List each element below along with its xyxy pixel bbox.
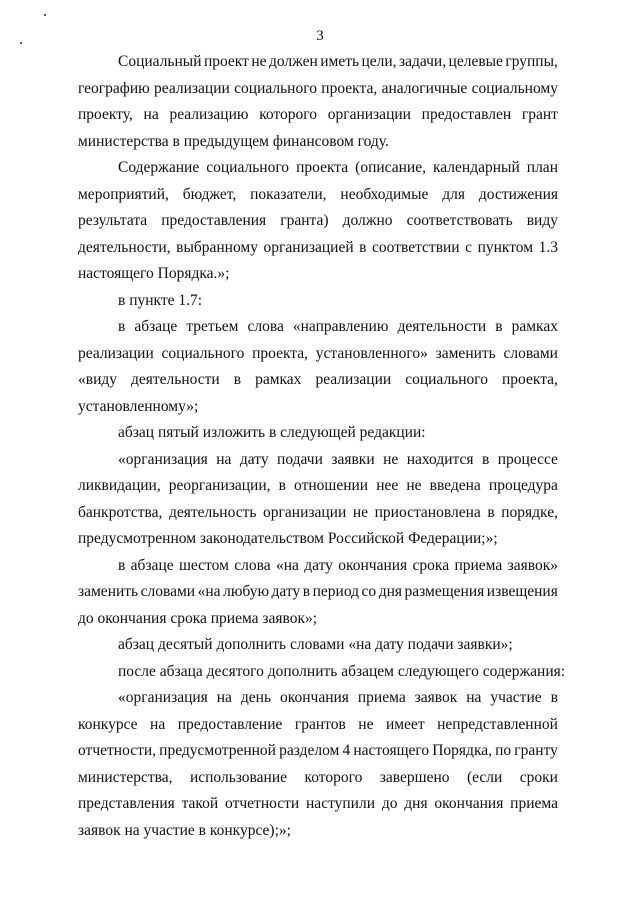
document-body bbox=[78, 49, 566, 844]
text-line: установленному»; bbox=[78, 397, 199, 415]
text-line: до окончания срока приема заявок»; bbox=[78, 609, 318, 627]
paragraph bbox=[78, 659, 566, 686]
text-line: проекту, на реализацию которого организации предоставлен грант bbox=[78, 106, 558, 123]
text-line: ликвидации, реорганизации, в отношении нее не введена процедура bbox=[78, 477, 558, 494]
paragraph bbox=[78, 155, 558, 288]
text-line: предусмотренном законодательством Российской Федерации;»; bbox=[78, 530, 498, 547]
text-line: географию реализации социального проекта, аналогичные социальному bbox=[78, 79, 558, 97]
text-line: реализации социального проекта, установленного» заменить словами bbox=[78, 344, 558, 362]
text-line: мероприятий, бюджет, показатели, необходимые для достижения bbox=[78, 185, 558, 203]
paragraph bbox=[78, 49, 558, 155]
text-line: «организация на день окончания приема заявок на участие в bbox=[118, 689, 558, 706]
paragraph bbox=[78, 420, 558, 447]
paragraph bbox=[78, 447, 558, 553]
paragraph bbox=[78, 288, 558, 315]
text-line: «виду деятельности в рамках реализации социального проекта, bbox=[78, 371, 558, 388]
text-line: министерства в предыдущем финансовом году. bbox=[78, 132, 389, 150]
text-line: абзац десятый дополнить словами «на дату подачи заявки»; bbox=[118, 636, 513, 653]
text-line: конкурсе на предоставление грантов не имеет непредставленной bbox=[78, 715, 558, 733]
paragraph bbox=[78, 632, 558, 659]
text-line: представления такой отчетности наступили до дня окончания приема bbox=[78, 795, 558, 812]
text-line: деятельности, выбранному организацией в соответствии с пунктом 1.3 bbox=[78, 238, 558, 256]
text-line: заменить словами «на любую дату в период со дня размещения извещения bbox=[78, 583, 558, 600]
paragraph bbox=[78, 553, 558, 633]
text-line: Социальный проект не должен иметь цели, задачи, целевые группы, bbox=[118, 53, 558, 70]
text-line: Содержание социального проекта (описание, календарный план bbox=[118, 159, 558, 176]
text-line: настоящего Порядка.»; bbox=[78, 265, 230, 282]
text-line: заявок на участие в конкурсе);»; bbox=[78, 821, 291, 839]
scan-speck bbox=[44, 14, 46, 16]
text-line: министерства, использование которого завершено (если сроки bbox=[78, 768, 558, 786]
text-line: банкротства, деятельность организации не приостановлена в порядке, bbox=[78, 503, 558, 521]
text-line: абзац пятый изложить в следующей редакции: bbox=[118, 424, 426, 441]
text-line: в абзаце третьем слова «направлению деятельности в рамках bbox=[118, 318, 558, 335]
text-line: в абзаце шестом слова «на дату окончания срока приема заявок» bbox=[118, 556, 558, 574]
text-line: в пункте 1.7: bbox=[118, 291, 203, 309]
text-line: «организация на дату подачи заявки не находится в процессе bbox=[118, 450, 558, 468]
paragraph bbox=[78, 685, 558, 844]
page-number: 3 bbox=[316, 28, 324, 44]
text-line: отчетности, предусмотренной разделом 4 настоящего Порядка, по гранту bbox=[78, 742, 558, 759]
text-line: результата предоставления гранта) должно соответствовать виду bbox=[78, 212, 558, 229]
paragraph bbox=[78, 314, 558, 420]
text-line: после абзаца десятого дополнить абзацем следующего содержания: bbox=[118, 662, 566, 680]
